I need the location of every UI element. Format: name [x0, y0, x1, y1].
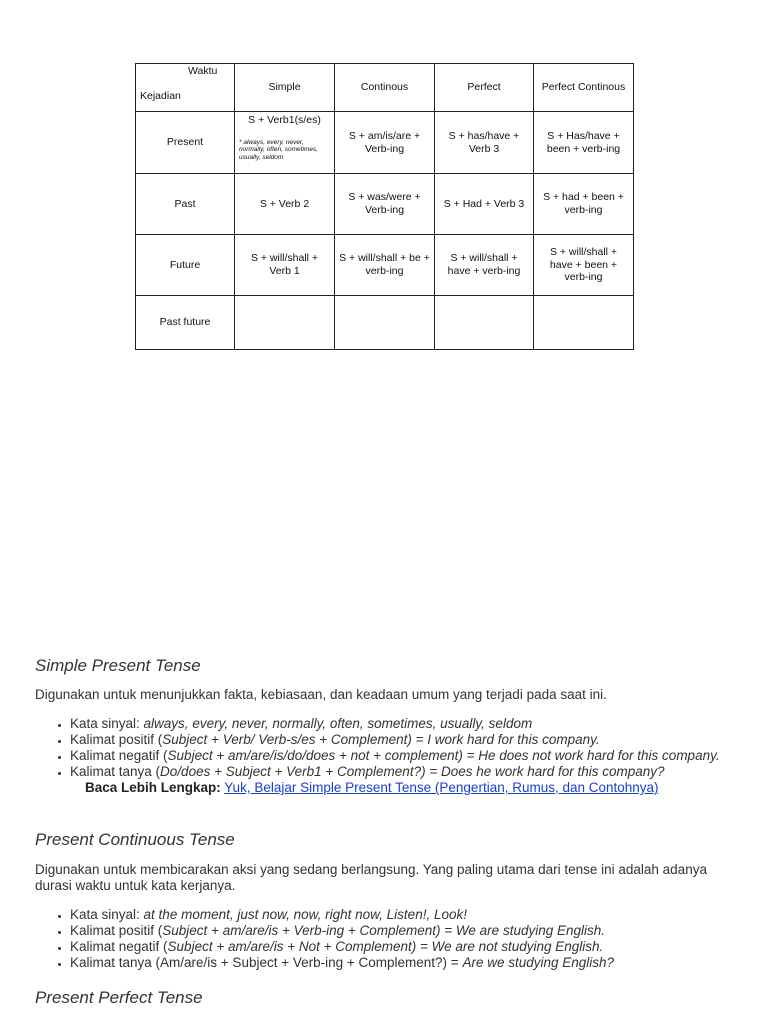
section-description: Digunakan untuk membicarakan aksi yang sedang berlangsung. Yang paling utama dari tense ini adalah adanya durasi waktu untuk kata kerjanya. — [35, 862, 707, 893]
cell-formula: S + Verb1(s/es) — [248, 114, 321, 126]
section-title: Present Continuous Tense — [35, 830, 235, 849]
section-title: Simple Present Tense — [35, 656, 201, 675]
table-cell — [235, 112, 335, 174]
table-row — [136, 235, 634, 296]
bullet-label: Kata sinyal: — [70, 907, 144, 922]
bullet-example: Subject + am/are/is + Verb-ing + Complement) = We are studying English. — [162, 923, 605, 938]
list-item — [70, 764, 735, 780]
bullet-label: Kalimat tanya ( — [70, 764, 161, 779]
table-corner-cell — [136, 64, 235, 112]
row-label: Future — [136, 235, 235, 296]
column-header: Continous — [335, 64, 435, 112]
bullet-example: always, every, never, normally, often, sometimes, usually, seldom — [143, 716, 533, 731]
read-more-label: Baca Lebih Lengkap: — [85, 780, 221, 795]
row-label: Present — [136, 112, 235, 174]
bullet-list — [35, 907, 735, 971]
table-cell: S + will/shall + have + verb-ing — [435, 235, 534, 296]
table-cell — [235, 296, 335, 350]
table-cell: S + will/shall + be + verb-ing — [335, 235, 435, 296]
present-perfect-section — [35, 988, 735, 1008]
bullet-label: Kata sinyal: — [70, 716, 144, 731]
table-row — [136, 296, 634, 350]
bullet-example: at the moment, just now, now, right now, Listen!, Look! — [143, 907, 467, 922]
bullet-example: Subject + am/are/is/do/does + not + complement) = He does not work hard for this company. — [167, 748, 720, 763]
table-cell: S + am/is/are + Verb-ing — [335, 112, 435, 174]
table-cell: S + will/shall + have + been + verb-ing — [534, 235, 634, 296]
list-item — [70, 907, 735, 923]
signal-words-note: * always, every, never, normally, often, sometimes, usually, seldom — [239, 138, 318, 161]
list-item — [70, 939, 735, 955]
corner-label-kejadian: Kejadian — [140, 90, 181, 103]
table-cell: S + will/shall + Verb 1 — [235, 235, 335, 296]
bullet-label: Kalimat positif ( — [70, 732, 163, 747]
read-more-link[interactable]: Yuk, Belajar Simple Present Tense (Pengertian, Rumus, dan Contohnya) — [224, 780, 659, 795]
list-item — [70, 716, 735, 732]
bullet-label: Kalimat negatif ( — [70, 939, 168, 954]
simple-present-section — [35, 656, 735, 796]
section-title: Present Perfect Tense — [35, 988, 203, 1007]
bullet-list — [35, 716, 735, 780]
bullet-example: Do/does + Subject + Verb1 + Complement?) = Does he work hard for this company? — [160, 764, 665, 779]
tense-table — [135, 63, 634, 350]
bullet-label: Kalimat positif ( — [70, 923, 163, 938]
table-cell — [335, 296, 435, 350]
column-header: Simple — [235, 64, 335, 112]
list-item — [70, 748, 735, 764]
table-cell: S + was/were + Verb-ing — [335, 174, 435, 235]
list-item — [70, 732, 735, 748]
read-more — [35, 780, 735, 796]
bullet-example: Subject + am/are/is + Not + Complement) = We are not studying English. — [167, 939, 604, 954]
corner-label-waktu: Waktu — [188, 65, 218, 77]
list-item — [70, 923, 735, 939]
row-label: Past — [136, 174, 235, 235]
column-header: Perfect Continous — [534, 64, 634, 112]
table-cell: S + Had + Verb 3 — [435, 174, 534, 235]
present-continuous-section — [35, 830, 735, 971]
table-row — [136, 112, 634, 174]
column-header: Perfect — [435, 64, 534, 112]
table-cell: S + Verb 2 — [235, 174, 335, 235]
table-header-row — [136, 64, 634, 112]
table-cell — [435, 296, 534, 350]
table-cell: S + has/have + Verb 3 — [435, 112, 534, 174]
bullet-example: Are we studying English? — [462, 955, 615, 970]
table-cell — [534, 296, 634, 350]
bullet-label: Kalimat negatif ( — [70, 748, 168, 763]
row-label: Past future — [136, 296, 235, 350]
bullet-label: Kalimat tanya (Am/are/is + Subject + Verb-ing + Complement?) = — [70, 955, 463, 970]
bullet-example: Subject + Verb/ Verb-s/es + Complement) = I work hard for this company. — [162, 732, 600, 747]
table-row — [136, 174, 634, 235]
table-cell: S + Has/have + been + verb-ing — [534, 112, 634, 174]
table-cell: S + had + been + verb-ing — [534, 174, 634, 235]
section-description: Digunakan untuk menunjukkan fakta, kebiasaan, dan keadaan umum yang terjadi pada saat ini. — [35, 687, 607, 702]
list-item — [70, 955, 735, 971]
